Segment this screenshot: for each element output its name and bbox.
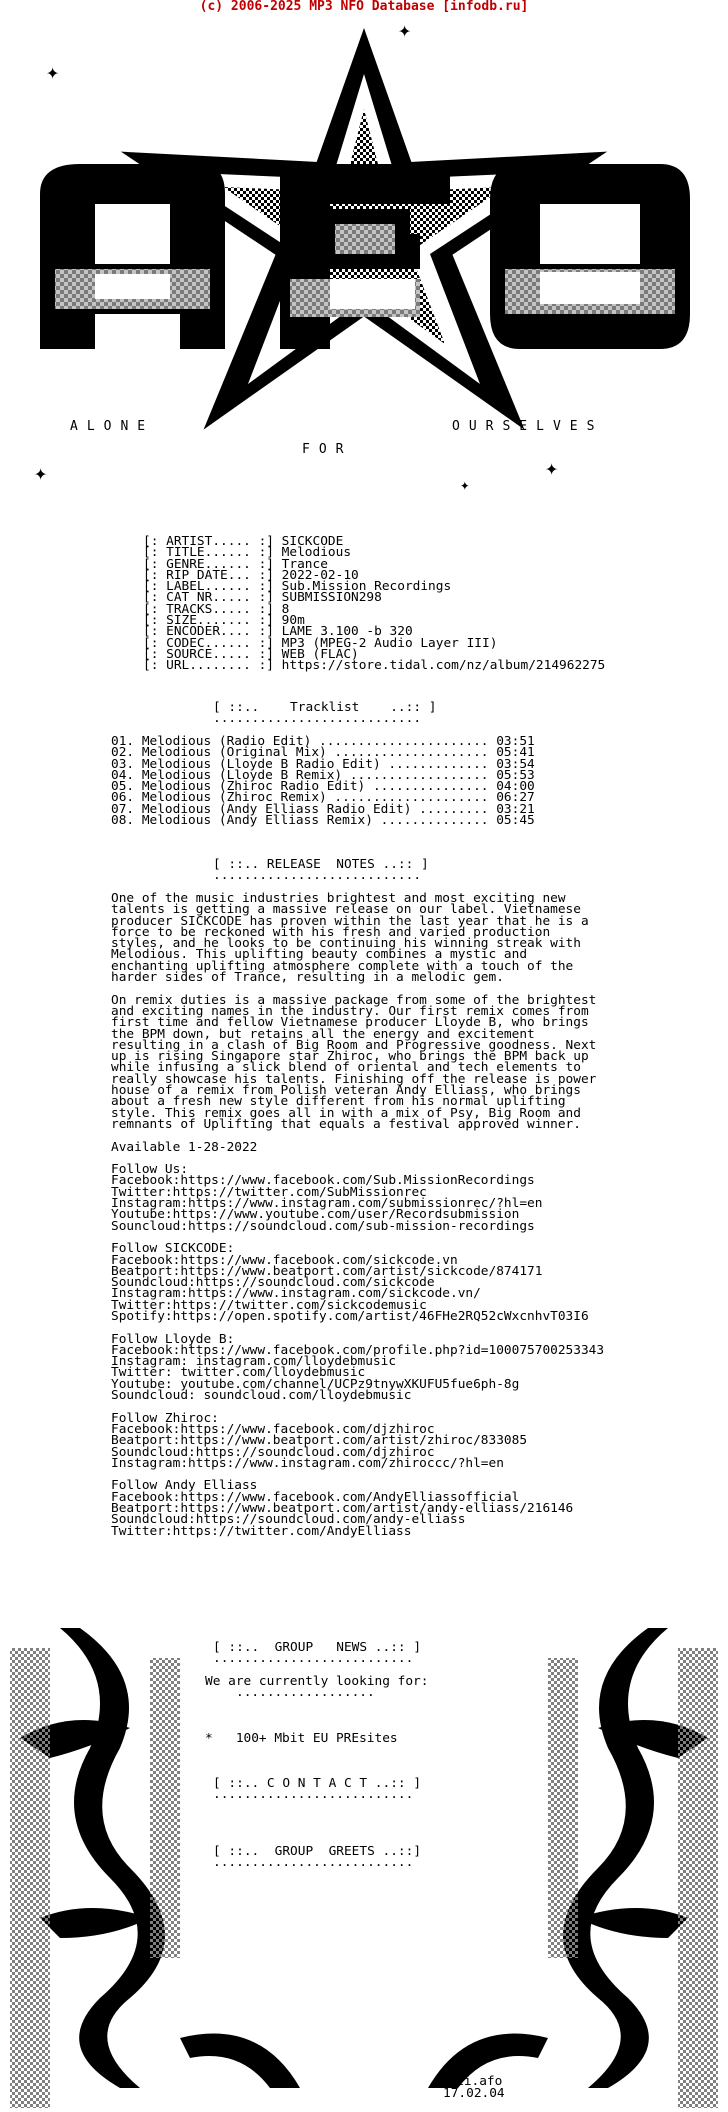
notes-line: Beatport:https://www.beatport.com/artist/andy-elliass/216146 — [111, 1501, 574, 1517]
notes-line: Soundcloud: soundcloud.com/lloydebmusic — [111, 1388, 412, 1404]
looking-for-item: * 100+ Mbit EU PREsites — [205, 1731, 398, 1746]
letter-o — [490, 164, 690, 349]
track-row: 03. Melodious (Lloyde B Radio Edit) ............. 03:54 — [111, 756, 535, 772]
tracklist-underline: ........................... — [213, 711, 422, 726]
release-notes-underline: ........................... — [213, 868, 422, 883]
release-info-line: [: SIZE....... :] 90m — [143, 613, 305, 629]
track-row: 07. Melodious (Andy Elliass Radio Edit) ......... 03:21 — [111, 801, 535, 817]
notes-line: Twitter:https://twitter.com/SubMissionrec — [111, 1184, 427, 1200]
ascii-signature-name: ascii.afo — [433, 2074, 503, 2089]
tracklist-heading: [ ::.. Tracklist ..:: ] — [213, 700, 437, 715]
notes-line: Soundcloud:https://soundcloud.com/sickcode — [111, 1275, 435, 1291]
notes-line: Beatport:https://www.beatport.com/artist/zhiroc/833085 — [111, 1433, 528, 1449]
notes-line: styles, and he looks to be continuing his winning streak with — [111, 936, 581, 952]
notes-line: resulting in a clash of Big Room and Progressive goodness. Next — [111, 1037, 597, 1053]
notes-line: Spotify:https://open.spotify.com/artist/46FHe2RQ52cWxcnhvT03I6 — [111, 1308, 589, 1324]
release-info-block — [143, 536, 605, 672]
notes-line: Facebook:https://www.facebook.com/AndyElliassofficial — [111, 1489, 520, 1505]
release-info-line: [: RIP DATE... :] 2022-02-10 — [143, 567, 359, 583]
notes-line: Soundcloud:https://soundcloud.com/andy-elliass — [111, 1512, 466, 1528]
release-info-line: [: ENCODER.... :] LAME 3.100 -b 320 — [143, 624, 413, 640]
track-row: 01. Melodious (Radio Edit) ...................... 03:51 — [111, 734, 535, 749]
notes-line: Youtube:https://www.youtube.com/user/Recordsubmission — [111, 1207, 520, 1223]
copyright-header: (c) 2006-2025 MP3 NFO Database [infodb.ru] — [199, 0, 529, 14]
notes-line: harder sides of Trance, resulting in a melodic gem. — [111, 970, 504, 986]
notes-line: talents is getting a massive release on our label. Vietnamese — [111, 902, 581, 918]
motto-left: ALONE — [70, 419, 155, 434]
notes-line: Available 1-28-2022 — [111, 1139, 258, 1155]
tracklist — [111, 734, 535, 829]
notes-line: Facebook:https://www.facebook.com/djzhiroc — [111, 1421, 435, 1437]
motto-middle: FOR — [302, 442, 353, 457]
notes-line: One of the music industries brightest and most exciting new — [111, 891, 566, 906]
release-info-line: [: LABEL...... :] Sub.Mission Recordings — [143, 579, 452, 595]
ascii-signature-date: 17.02.04 — [443, 2086, 505, 2101]
notes-line: Facebook:https://www.facebook.com/sickcode.vn — [111, 1252, 458, 1268]
notes-line: Souncloud:https://soundcloud.com/sub-mission-recordings — [111, 1218, 535, 1234]
notes-line: first time and fellow Vietnamese producer Lloyde B, who brings — [111, 1015, 589, 1031]
group-news-underline: .......................... — [213, 1651, 414, 1666]
notes-line: Instagram: instagram.com/lloydebmusic — [111, 1354, 397, 1370]
notes-line: Twitter: twitter.com/lloydebmusic — [111, 1365, 366, 1381]
release-info-line: [: CAT NR..... :] SUBMISSION298 — [143, 590, 382, 606]
notes-line: Twitter:https://twitter.com/AndyElliass — [111, 1523, 412, 1539]
right-vine-ornament — [428, 1628, 718, 2108]
looking-for-underline: .................. — [236, 1685, 375, 1700]
notes-line: house of a remix from Polish veteran Andy Elliass, who brings — [111, 1083, 581, 1099]
notes-line: Instagram:https://www.instagram.com/sickcode.vn/ — [111, 1286, 481, 1302]
notes-line: Facebook:https://www.facebook.com/profile.php?id=100075700253343 — [111, 1342, 605, 1358]
afo-logo-art — [0, 14, 728, 474]
release-info-line: [: GENRE...... :] Trance — [143, 556, 328, 572]
notes-line: style. This remix goes all in with a mix of Psy, Big Room and — [111, 1105, 581, 1121]
contact-underline: .......................... — [213, 1787, 414, 1802]
notes-line: remnants of Uplifting that equals a festival approved winner. — [111, 1116, 581, 1132]
sparkle-icon: ✦ — [34, 461, 48, 486]
motto-right: OURSELVES — [452, 419, 604, 434]
notes-line: Soundcloud:https://soundcloud.com/djzhiroc — [111, 1444, 435, 1460]
notes-line: Follow Us: — [111, 1162, 189, 1178]
notes-line: Melodious. This uplifting beauty combines a mystic and — [111, 947, 528, 963]
notes-line: On remix duties is a massive package from some of the brightest — [111, 992, 597, 1008]
notes-line: while infusing a slick blend of oriental and tech elements to — [111, 1060, 581, 1076]
release-info-line: [: URL........ :] https://store.tidal.com/nz/album/214962275 — [143, 658, 606, 674]
track-row: 08. Melodious (Andy Elliass Remix) .............. 05:45 — [111, 813, 535, 829]
looking-for-text: We are currently looking for: — [205, 1674, 429, 1689]
release-notes-body — [111, 893, 604, 1537]
greets-underline: .......................... — [213, 1855, 414, 1870]
track-row: 06. Melodious (Zhiroc Remix) .................... 06:27 — [111, 790, 535, 806]
notes-line: Instagram:https://www.instagram.com/submissionrec/?hl=en — [111, 1196, 543, 1212]
release-notes-heading: [ ::.. RELEASE NOTES ..:: ] — [213, 857, 429, 872]
notes-line: Follow Zhiroc: — [111, 1410, 219, 1426]
notes-line: Youtube: youtube.com/channel/UCPz9tnywXKUFU5fue6ph-8g — [111, 1376, 520, 1392]
sparkle-icon: ✦ — [398, 18, 412, 43]
notes-line: up is rising Singapore star Zhiroc, who brings the BPM back up — [111, 1049, 589, 1065]
notes-line: Follow Lloyde B: — [111, 1331, 235, 1347]
release-info-line: [: CODEC...... :] MP3 (MPEG-2 Audio Layer III) — [143, 635, 498, 651]
sparkle-icon: ✦ — [545, 456, 559, 481]
notes-line: force to be reckoned with his fresh and varied production — [111, 924, 551, 940]
sparkle-icon: ✦ — [460, 475, 470, 494]
track-row: 05. Melodious (Zhiroc Radio Edit) ............... 04:00 — [111, 779, 535, 795]
sparkle-icon: ✦ — [46, 60, 60, 85]
contact-heading: [ ::.. C O N T A C T ..:: ] — [213, 1776, 422, 1791]
release-info-line: [: SOURCE..... :] WEB (FLAC) — [143, 646, 359, 662]
notes-line: producer SICKCODE has proven within the last year that he is a — [111, 913, 589, 929]
group-news-heading: [ ::.. GROUP NEWS ..:: ] — [213, 1640, 422, 1655]
track-row: 02. Melodious (Original Mix) .................... 05:41 — [111, 745, 535, 761]
notes-line: Follow Andy Elliass — [111, 1478, 258, 1494]
greets-heading: [ ::.. GROUP GREETS ..::] — [213, 1844, 422, 1859]
notes-line: enchanting uplifting atmosphere complete with a touch of the — [111, 958, 574, 974]
notes-line: and exciting names in the industry. Our first remix comes from — [111, 1003, 589, 1019]
star-center-emblem — [320, 209, 410, 269]
release-info-line: [: TITLE...... :] Melodious — [143, 545, 352, 561]
notes-line: Instagram:https://www.instagram.com/zhiroccc/?hl=en — [111, 1455, 504, 1471]
release-info-line: [: ARTIST..... :] SICKCODE — [143, 534, 344, 549]
notes-line: Follow SICKCODE: — [111, 1241, 235, 1257]
notes-line: about a fresh new style different from his normal uplifting — [111, 1094, 566, 1110]
afo-logo — [0, 14, 728, 481]
release-info-line: [: TRACKS..... :] 8 — [143, 601, 290, 617]
notes-line: really showcase his talents. Finishing off the release is power — [111, 1071, 597, 1087]
notes-line: Beatport:https://www.beatport.com/artist/sickcode/874171 — [111, 1263, 543, 1279]
letter-a — [40, 164, 225, 349]
notes-line: Twitter:https://twitter.com/sickcodemusic — [111, 1297, 427, 1313]
notes-line: the BPM down, but retains all the energy and excitement — [111, 1026, 535, 1042]
notes-line: Facebook:https://www.facebook.com/Sub.MissionRecordings — [111, 1173, 535, 1189]
track-row: 04. Melodious (Lloyde B Remix) .................. 05:53 — [111, 767, 535, 783]
